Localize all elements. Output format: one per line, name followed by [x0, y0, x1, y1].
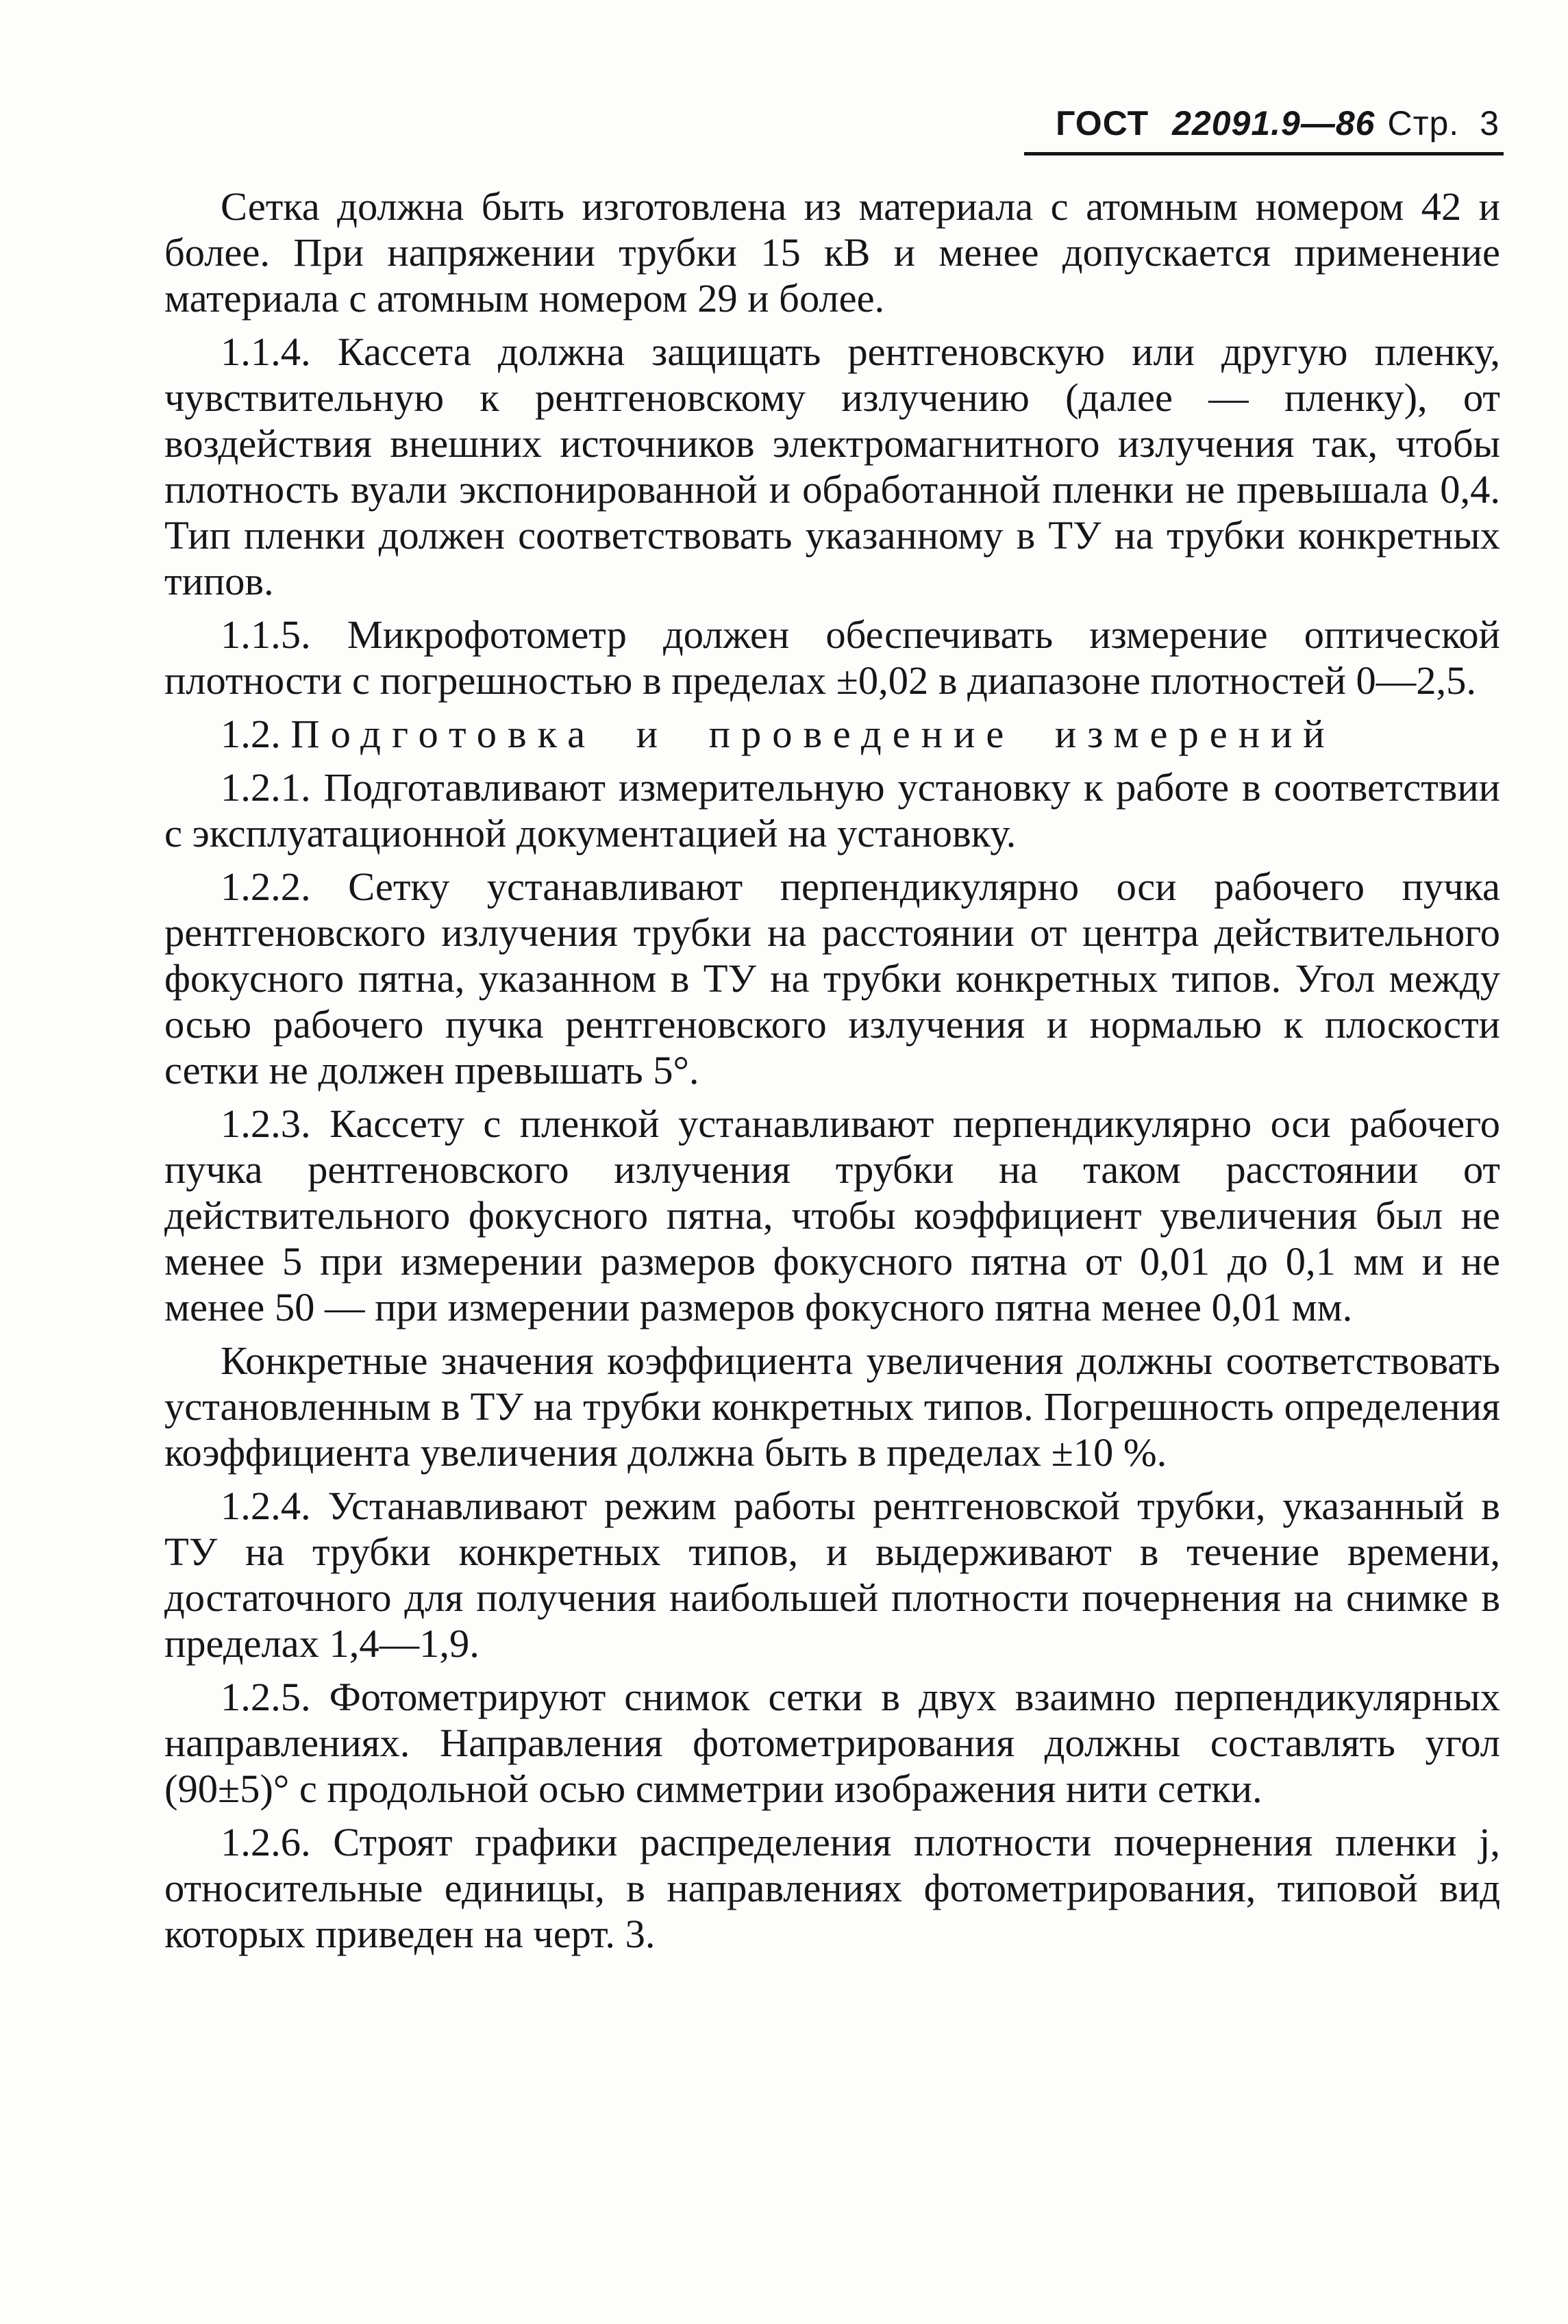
- page-label: Стр.: [1387, 104, 1460, 142]
- paragraph-1-1-4: 1.1.4. Кассета должна защищать рентгеновскую или другую пленку, чувствительную к рентгеновскому излучению (далее — пленку), от воздействия внешних источников электромагнитного излучения так, чтобы плотность вуали экспонированной и обработанной пленки не превышала 0,4. Тип пленки должен соответствовать указанному в ТУ на трубки конкретных типов.: [164, 329, 1500, 603]
- section-heading: [164, 711, 1500, 757]
- header-rule: [1024, 152, 1504, 155]
- paragraph-1-2-4: 1.2.4. Устанавливают режим работы рентгеновской трубки, указанный в ТУ на трубки конкретных типов, и выдерживают в течение времени, достаточного для получения наибольшей плотности почернения на снимке в пределах 1,4—1,9.: [164, 1484, 1500, 1666]
- paragraph-1-2-5: 1.2.5. Фотометрируют снимок сетки в двух взаимно перпендикулярных направлениях. Направления фотометрирования должны составлять угол (90±5)° с продольной осью симметрии изображения нити сетки.: [164, 1675, 1500, 1811]
- paragraph-1-1-5: 1.1.5. Микрофотометр должен обеспечивать измерение оптической плотности с погрешностью в пределах ±0,02 в диапазоне плотностей 0—2,5.: [164, 612, 1500, 703]
- section-number: 1.2.: [221, 712, 281, 756]
- paragraph-1-2-2: 1.2.2. Сетку устанавливают перпендикулярно оси рабочего пучка рентгеновского излучения трубки на расстоянии от центра действительного фокусного пятна, указанном в ТУ на трубки конкретных типов. Угол между осью рабочего пучка рентгеновского излучения и нормалью к плоскости сетки не должен превышать 5°.: [164, 864, 1500, 1092]
- standard-number: 22091.9—86: [1172, 104, 1376, 142]
- standard-label: ГОСТ: [1056, 104, 1149, 142]
- body-text: [164, 184, 1500, 1964]
- paragraph-1-2-6: 1.2.6. Строят графики распределения плотности почернения пленки j, относительные единицы, в направлениях фотометрирования, типовой вид которых приведен на черт. 3.: [164, 1820, 1500, 1956]
- paragraph-1-2-3: 1.2.3. Кассету с пленкой устанавливают перпендикулярно оси рабочего пучка рентгеновского излучения трубки на таком расстоянии от действительного фокусного пятна, чтобы коэффициент увеличения был не менее 5 при измерении размеров фокусного пятна от 0,01 до 0,1 мм и не менее 50 — при измерении размеров фокусного пятна менее 0,01 мм.: [164, 1101, 1500, 1329]
- page-number: 3: [1480, 104, 1499, 142]
- paragraph-magnification: Конкретные значения коэффициента увеличения должны соответствовать установленным в ТУ на трубки конкретных типов. Погрешность определения коэффициента увеличения должна быть в пределах ±10 %.: [164, 1338, 1500, 1475]
- paragraph-grid-material: Сетка должна быть изготовлена из материала с атомным номером 42 и более. При напряжении трубки 15 кВ и менее допускается применение материала с атомным номером 29 и более.: [164, 184, 1500, 321]
- paragraph-1-2-1: 1.2.1. Подготавливают измерительную установку к работе в соответствии с эксплуатационной документацией на установку.: [164, 765, 1500, 855]
- section-title: Подготовка и проведение измерений: [290, 712, 1336, 756]
- page-header: [979, 103, 1499, 144]
